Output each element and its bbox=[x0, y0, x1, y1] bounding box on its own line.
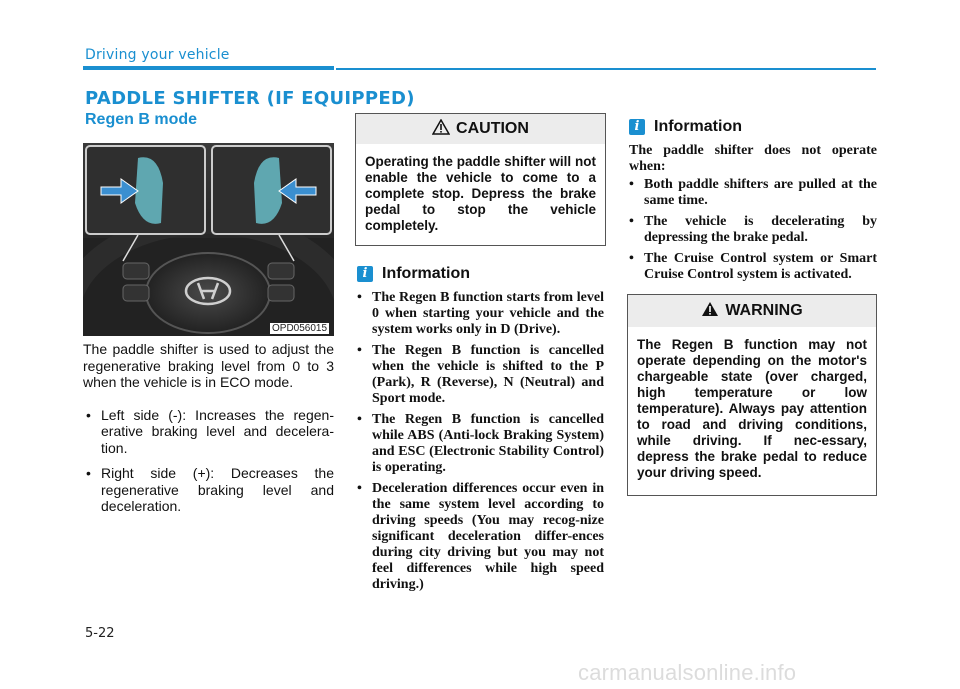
info-header-2 bbox=[629, 118, 742, 136]
section-header: Driving your vehicle bbox=[85, 47, 230, 63]
list-item: • The Regen B function is cancelled when the vehicle is shifted to the P (Park), R (Reverse), N (Neutral) and Sport mode. bbox=[357, 343, 604, 407]
info-label: Information bbox=[654, 118, 742, 135]
list-item: • Deceleration differences occur even in the same system level according to driving speeds (You may recog-nize significant deceleration differ-ences during city driving but you may not feel differences while high speed driving.) bbox=[357, 481, 604, 593]
subsection-title: Regen B mode bbox=[85, 111, 198, 128]
page-title: PADDLE SHIFTER (IF EQUIPPED) bbox=[85, 88, 415, 109]
caution-label: CAUTION bbox=[456, 120, 529, 137]
list-item: • Left side (-): Increases the regen-erative braking level and decelera-tion. bbox=[83, 407, 334, 457]
caution-header bbox=[356, 114, 605, 144]
caution-box bbox=[355, 113, 606, 246]
info-icon: i bbox=[357, 266, 373, 282]
header-bar-thin bbox=[336, 68, 876, 70]
info-intro: The paddle shifter does not operate when: bbox=[629, 143, 877, 174]
paddle-list bbox=[83, 407, 334, 515]
list-item: • Both paddle shifters are pulled at the same time. bbox=[629, 177, 877, 209]
figure-code: OPD056015 bbox=[272, 323, 328, 334]
list-item: • The Regen B function starts from level 0 when starting your vehicle and the system works only in D (Drive). bbox=[357, 290, 604, 338]
watermark: carmanualsonline.info bbox=[578, 660, 797, 685]
intro-paragraph: The paddle shifter is used to adjust the regenerative braking level from 0 to 3 when the vehicle is in ECO mode. bbox=[83, 341, 334, 390]
warning-label: WARNING bbox=[725, 302, 803, 319]
list-item: • The Cruise Control system or Smart Cruise Control system is activated. bbox=[629, 251, 877, 283]
list-item: • Right side (+): Decreases the regenerative braking level and deceleration. bbox=[83, 465, 334, 515]
warning-text: The Regen B function may not operate depending on the motor's chargeable state (over charged, high temperature or low temperature). Always pay attention to road and driving conditions, while driving. If nec-essary, depress the brake pedal to reduce your driving speed. bbox=[637, 337, 867, 480]
info-block-1 bbox=[357, 290, 604, 598]
info-list-1 bbox=[357, 290, 604, 593]
warning-box bbox=[627, 294, 877, 496]
info-label: Information bbox=[382, 265, 470, 282]
steering-wheel-illustration bbox=[83, 143, 334, 336]
page-number: 5-22 bbox=[85, 626, 115, 641]
info-header-1 bbox=[357, 265, 470, 283]
warning-triangle-icon bbox=[701, 301, 719, 322]
left-column bbox=[83, 341, 334, 524]
info-block-2 bbox=[629, 143, 877, 288]
steering-wheel-photo bbox=[83, 143, 334, 336]
list-item: • The vehicle is decelerating by depressing the brake pedal. bbox=[629, 214, 877, 246]
warning-header bbox=[628, 295, 876, 327]
caution-text: Operating the paddle shifter will not enable the vehicle to come to a complete stop. Depress the brake pedal to stop the vehicle completely. bbox=[365, 154, 596, 233]
info-icon: i bbox=[629, 119, 645, 135]
list-item: • The Regen B function is cancelled while ABS (Anti-lock Braking System) and ESC (Electronic Stability Control) is operating. bbox=[357, 412, 604, 476]
header-bar-thick bbox=[83, 66, 334, 70]
info-list-2 bbox=[629, 177, 877, 283]
warning-triangle-icon bbox=[432, 119, 450, 140]
